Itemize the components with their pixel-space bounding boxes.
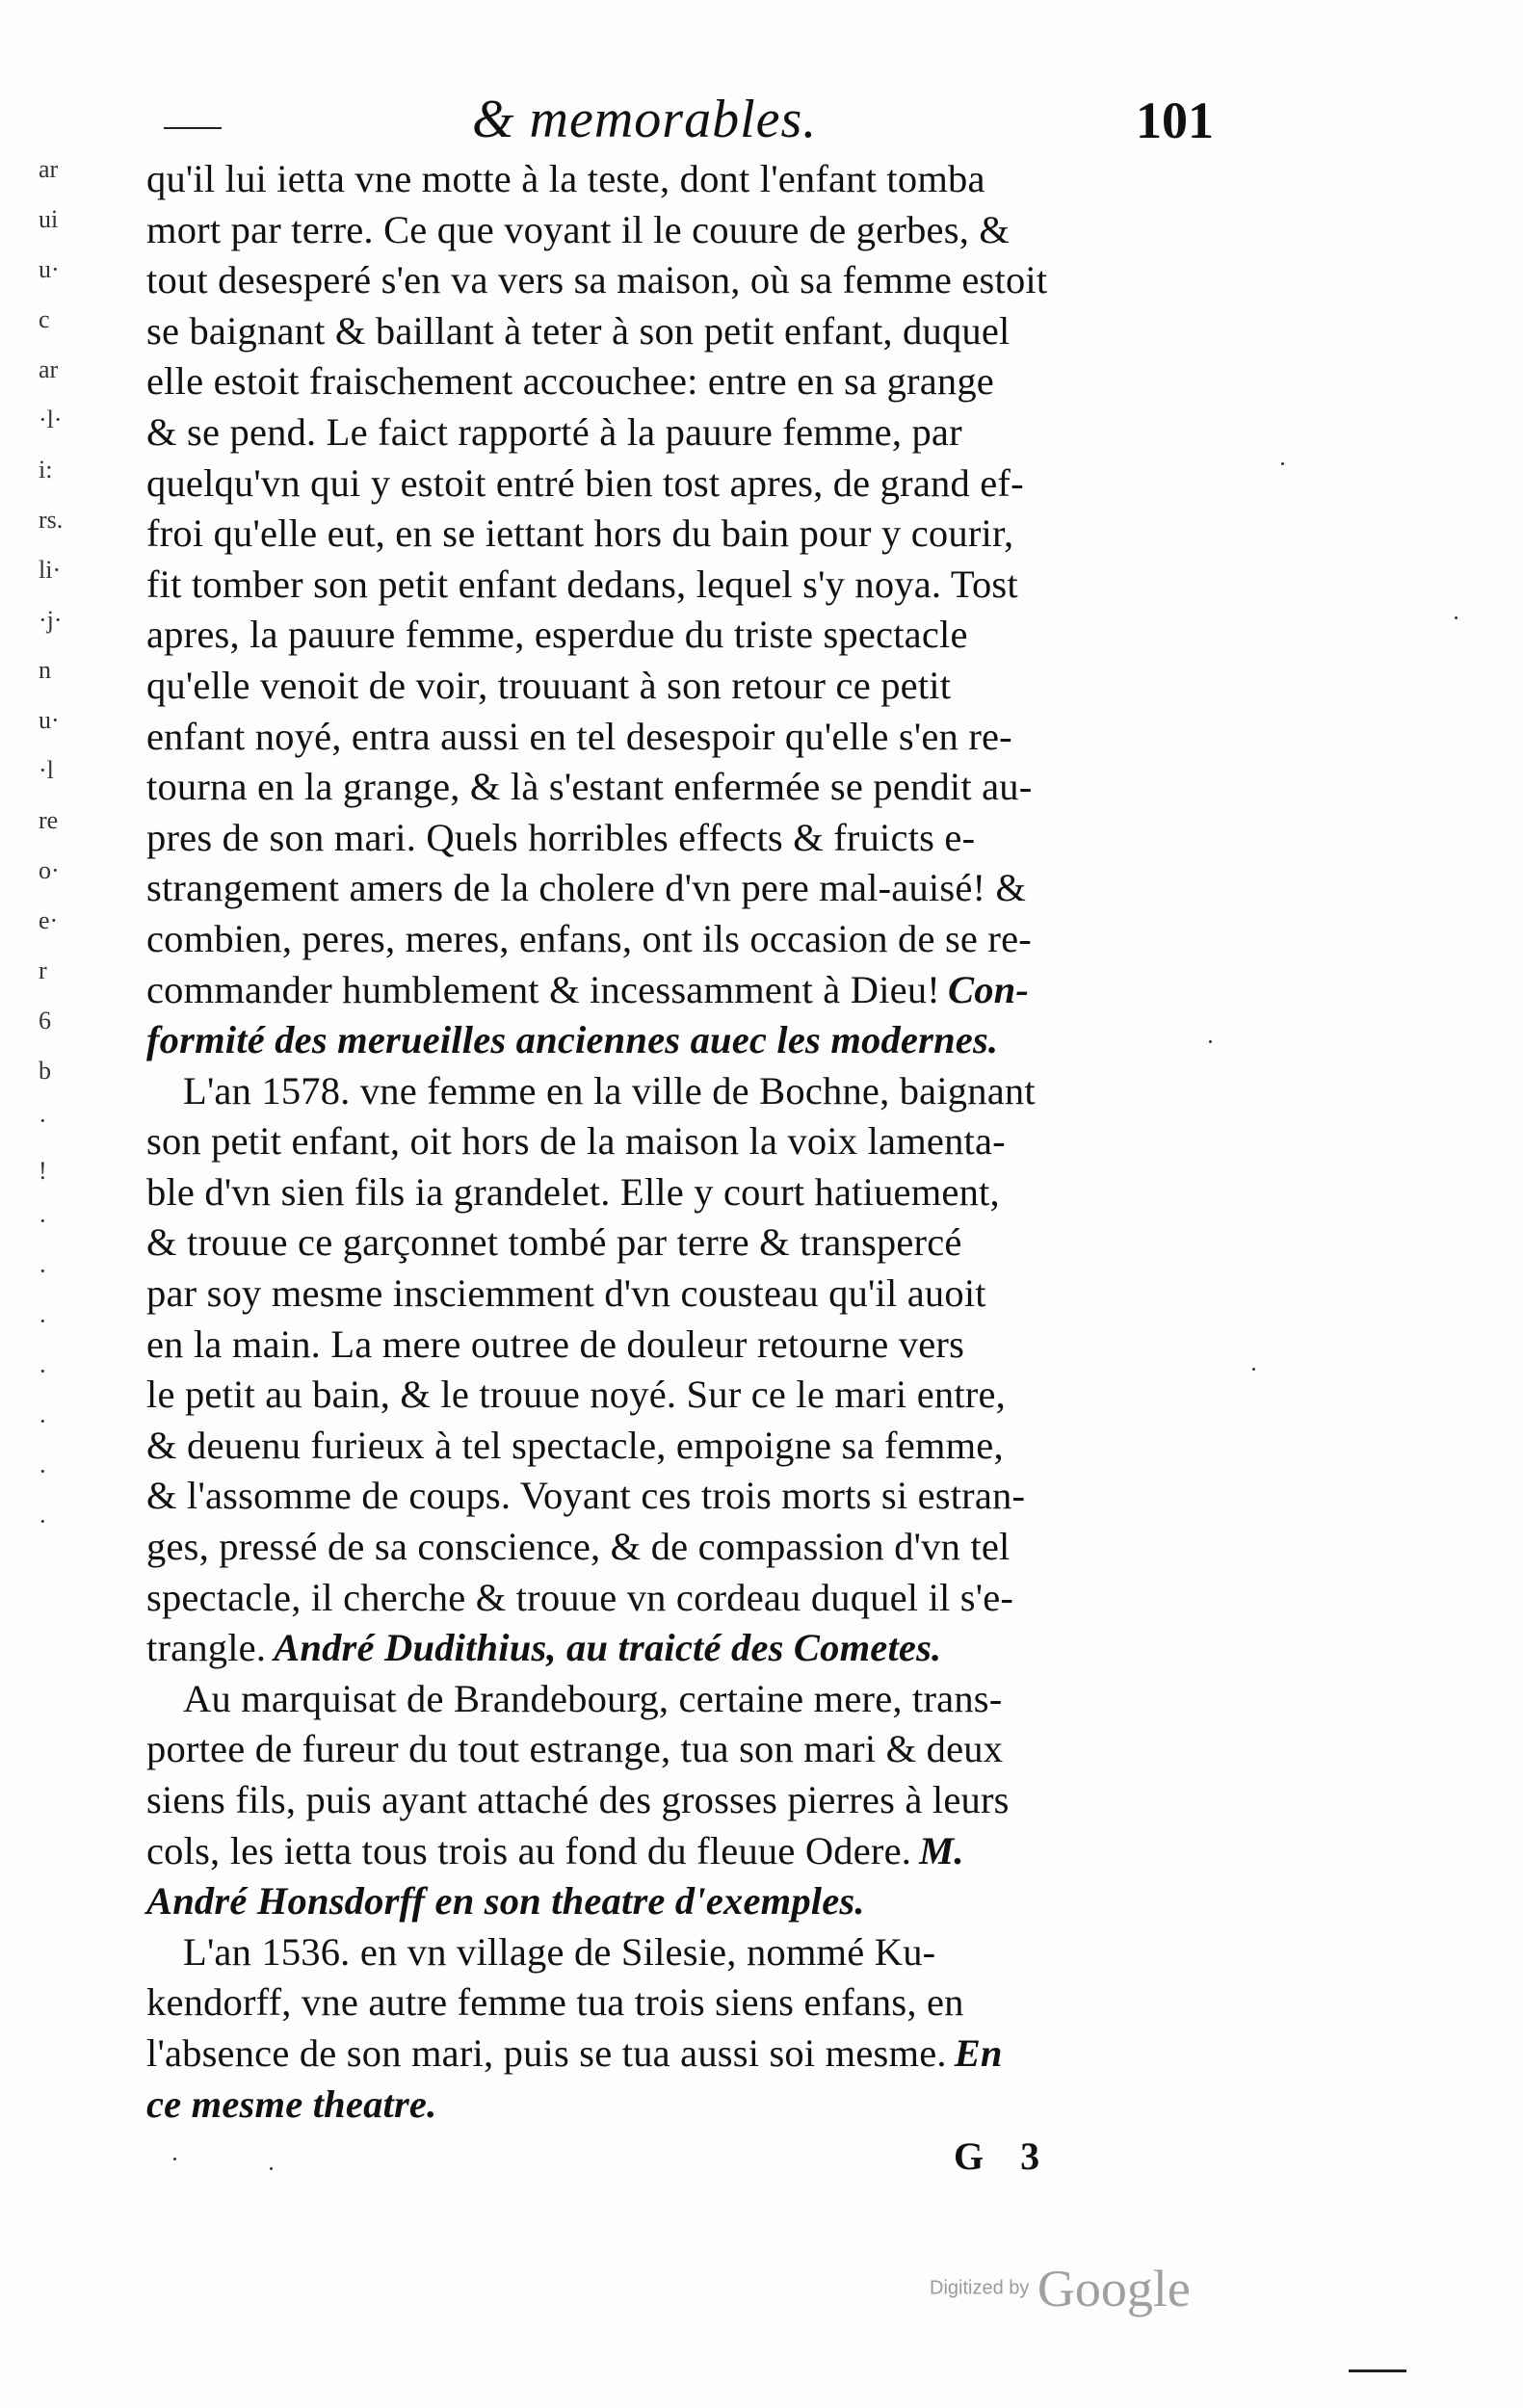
- gutter-mark: re: [39, 806, 59, 834]
- text-line-body: & l'assomme de coups. Voyant ces trois morts si estran-: [146, 1474, 1026, 1518]
- gutter-mark: ui: [39, 205, 59, 233]
- text-line: [146, 356, 1206, 407]
- text-line-body: en la main. La mere outree de douleur retourne vers: [146, 1322, 965, 1366]
- gutter-mark: n: [39, 656, 51, 684]
- text-line-body: apres, la pauure femme, esperdue du triste spectacle: [146, 613, 968, 657]
- text-line: [146, 813, 1206, 864]
- ink-speck: [270, 2167, 273, 2170]
- gutter-mark: ·: [39, 1307, 47, 1335]
- text-line-body: & trouue ce garçonnet tombé par terre & transpercé: [146, 1220, 962, 1265]
- ink-speck: [173, 2158, 176, 2160]
- text-line-body: l'absence de son mari, puis se tua aussi soi mesme.: [146, 2030, 947, 2075]
- gutter-mark: ·: [39, 1407, 47, 1435]
- text-line: [146, 762, 1206, 813]
- gutter-mark: ·: [39, 1207, 47, 1235]
- ink-speck: [1281, 462, 1284, 465]
- text-line-body: ges, pressé de sa conscience, & de compassion d'vn tel: [146, 1525, 1011, 1569]
- text-line: [146, 306, 1206, 357]
- gutter-mark: li·: [39, 556, 62, 584]
- running-title: & memorables.: [472, 90, 818, 149]
- gutter-mark: ·j·: [39, 606, 63, 634]
- gutter-mark: u·: [39, 255, 60, 283]
- text-line: [146, 1370, 1206, 1421]
- text-line-body: siens fils, puis ayant attaché des grosses pierres à leurs: [146, 1778, 1010, 1821]
- signature-mark: G 3: [954, 2134, 1054, 2178]
- header-rule: [164, 127, 222, 129]
- gutter-mark: i:: [39, 456, 53, 484]
- text-line: [146, 712, 1206, 763]
- text-line: [146, 458, 1206, 510]
- text-line: [146, 1775, 1206, 1826]
- ink-speck: [1209, 1040, 1212, 1043]
- text-line-body: fit tomber son petit enfant dedans, lequel s'y noya. Tost: [146, 562, 1018, 606]
- text-line-body: L'an 1578. vne femme en la ville de Bochne, baignant: [183, 1068, 1036, 1112]
- text-line: [146, 1573, 1206, 1624]
- text-line: [146, 255, 1206, 306]
- citation-note: M.: [919, 1828, 964, 1872]
- gutter-mark: b: [39, 1057, 51, 1085]
- text-line-body: qu'elle venoit de voir, trouuant à son retour ce petit: [146, 663, 952, 707]
- text-line: [146, 509, 1206, 560]
- text-line-body: mort par terre. Ce que voyant il le couure de gerbes, &: [146, 207, 1011, 251]
- text-line: [146, 1471, 1206, 1522]
- text-line-body: son petit enfant, oit hors de la maison la voix lamenta-: [146, 1119, 1006, 1164]
- text-line-body: se baignant & baillant à teter à son petit enfant, duquel: [146, 308, 1011, 353]
- text-line-body: cols, les ietta tous trois au fond du fleuue Odere.: [146, 1828, 912, 1872]
- gutter-mark: r: [39, 956, 47, 984]
- text-line-body: tourna en la grange, & là s'estant enfermée se pendit au-: [146, 765, 1033, 809]
- gutter-mark: ·: [39, 1357, 47, 1385]
- text-line-body: quelqu'vn qui y estoit entré bien tost apres, de grand ef-: [146, 460, 1024, 505]
- citation-note: formité des merueilles anciennes auec les modernes.: [146, 1018, 999, 1062]
- gutter-mark: c: [39, 305, 50, 333]
- text-line-body: kendorff, vne autre femme tua trois siens enfans, en: [146, 1980, 964, 2025]
- text-line: [146, 610, 1206, 661]
- bottom-rule: [1349, 2369, 1406, 2372]
- text-line-body: spectacle, il cherche & trouue vn cordeau duquel il s'e-: [146, 1575, 1014, 1619]
- text-line-body: Au marquisat de Brandebourg, certaine mere, trans-: [183, 1676, 1003, 1720]
- text-line: [146, 2080, 1206, 2131]
- text-line-body: ble d'vn sien fils ia grandelet. Elle y court hatiuement,: [146, 1169, 1000, 1214]
- ink-speck: [1455, 616, 1457, 619]
- digitized-watermark: [930, 2259, 1191, 2318]
- text-line-body: le petit au bain, & le trouue noyé. Sur ce le mari entre,: [146, 1373, 1006, 1417]
- gutter-mark: e·: [39, 906, 59, 934]
- text-line: [146, 2028, 1206, 2080]
- text-line: [146, 965, 1206, 1016]
- text-line: [146, 863, 1206, 914]
- gutter-mark: ·: [39, 1457, 47, 1485]
- gutter-mark: !: [39, 1157, 47, 1185]
- gutter-mark: ·l: [39, 756, 54, 784]
- text-line: [146, 1269, 1206, 1320]
- text-line: [146, 1421, 1206, 1472]
- gutter-mark: ·: [39, 1257, 47, 1285]
- watermark-brand: Google: [1037, 2260, 1191, 2317]
- text-line-body: & deuenu furieux à tel spectacle, empoigne sa femme,: [146, 1423, 1004, 1467]
- gutter-mark: ·: [39, 1107, 47, 1135]
- text-line: [146, 1623, 1206, 1674]
- text-line: [146, 914, 1206, 965]
- text-line: [146, 154, 1206, 205]
- text-line: [146, 1826, 1206, 1877]
- page-number: 101: [1136, 92, 1214, 149]
- text-line: [146, 1927, 1206, 1978]
- citation-note: André Dudithius, au traicté des Cometes.: [274, 1626, 942, 1670]
- text-line-body: par soy mesme insciemment d'vn cousteau qu'il auoit: [146, 1271, 986, 1316]
- text-line: [146, 1876, 1206, 1927]
- text-line-body: & se pend. Le faict rapporté à la pauure femme, par: [146, 409, 962, 454]
- citation-note: André Honsdorff en son theatre d'exemples.: [146, 1879, 865, 1924]
- citation-note: ce mesme theatre.: [146, 2081, 437, 2126]
- text-line-body: commander humblement & incessamment à Dieu!: [146, 967, 940, 1011]
- text-line: [146, 1217, 1206, 1269]
- citation-note: Con-: [947, 967, 1030, 1011]
- text-line: [146, 1066, 1206, 1117]
- text-line: [146, 1977, 1206, 2028]
- citation-note: En: [954, 2030, 1003, 2075]
- gutter-mark: u·: [39, 706, 60, 734]
- text-line: [146, 560, 1206, 611]
- text-line-body: strangement amers de la cholere d'vn pere mal-auisé! &: [146, 866, 1027, 910]
- ink-speck: [1252, 1368, 1255, 1371]
- text-line-body: trangle.: [146, 1626, 267, 1670]
- gutter-mark: rs.: [39, 506, 64, 534]
- gutter-mark: ar: [39, 155, 59, 183]
- text-line: [146, 1674, 1206, 1725]
- text-line: [146, 661, 1206, 712]
- gutter-mark: ar: [39, 355, 59, 383]
- watermark-prefix: Digitized by: [930, 2277, 1030, 2299]
- gutter-mark: 6: [39, 1007, 51, 1034]
- text-line: [146, 205, 1206, 256]
- text-line: [146, 407, 1206, 458]
- gutter-mark: o·: [39, 856, 60, 884]
- text-line: [146, 1015, 1206, 1066]
- text-line-body: froi qu'elle eut, en se iettant hors du bain pour y courir,: [146, 511, 1014, 556]
- text-line-body: elle estoit fraischement accouchee: entre en sa grange: [146, 359, 994, 404]
- gutter-mark: ·: [39, 1507, 47, 1535]
- text-line: [146, 1320, 1206, 1371]
- text-line-body: combien, peres, meres, enfans, ont ils occasion de se re-: [146, 916, 1032, 960]
- text-line-body: pres de son mari. Quels horribles effects & fruicts e-: [146, 815, 976, 859]
- text-line: [146, 1116, 1206, 1167]
- page-header: [164, 89, 1214, 156]
- text-line-body: qu'il lui ietta vne motte à la teste, dont l'enfant tomba: [146, 157, 985, 200]
- text-line: [146, 1724, 1206, 1775]
- text-line-body: enfant noyé, entra aussi en tel desespoir qu'elle s'en re-: [146, 714, 1012, 758]
- text-line-body: tout desesperé s'en va vers sa maison, où sa femme estoit: [146, 258, 1048, 302]
- text-line-body: L'an 1536. en vn village de Silesie, nommé Ku-: [183, 1929, 936, 1974]
- text-line-body: portee de fureur du tout estrange, tua son mari & deux: [146, 1727, 1004, 1771]
- text-line: [146, 1522, 1206, 1573]
- text-line: [146, 1167, 1206, 1218]
- margin-gutter-marks: [39, 144, 67, 1547]
- body-text: [146, 154, 1206, 2130]
- gutter-mark: ·l·: [39, 406, 63, 433]
